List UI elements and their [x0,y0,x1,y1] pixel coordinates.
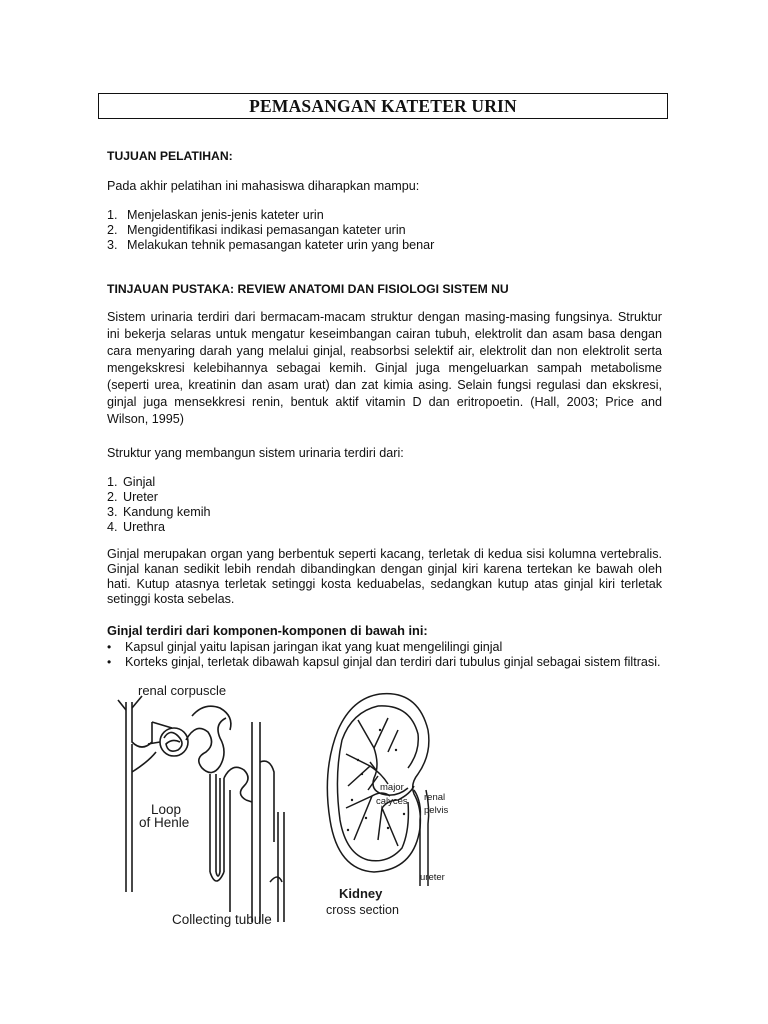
section-heading-tujuan: TUJUAN PELATIHAN: [107,149,233,163]
list-item: 2. Mengidentifikasi indikasi pemasangan kateter urin [107,223,406,237]
structure-intro: Struktur yang membangun sistem urinaria terdiri dari: [107,446,404,460]
components-heading: Ginjal terdiri dari komponen-komponen di bawah ini: [107,623,428,638]
nephron-diagram [112,682,312,932]
paragraph-line: Ginjal merupakan organ yang berbentuk seperti kacang, terletak di kedua sisi kolumna vertebralis. [107,547,662,561]
paragraph-line: hati. Kutup atasnya terletak setinggi kosta keduabelas, sedangkan kutup atas ginjal kiri terletak [107,577,662,591]
components-list [107,640,661,670]
paragraph-sistem-urinaria [107,309,662,428]
label-of-henle: of Henle [139,815,190,830]
label-pelvis: pelvis [424,805,449,816]
paragraph-line: Wilson, 1995) [107,412,184,426]
list-item: 2. Ureter [107,490,158,504]
intro-text: Pada akhir pelatihan ini mahasiswa diharapkan mampu: [107,179,420,193]
section-heading-tinjauan: TINJAUAN PUSTAKA: REVIEW ANATOMI DAN FISIOLOGI SISTEM NU [107,282,509,296]
paragraph-line: mengekskresi kelebihannya sebagai kemih. Ginjal juga mengeluarkan sampah metabolisme [107,361,662,375]
list-item: • Korteks ginjal, terletak dibawah kapsul ginjal dan terdiri dari tubulus ginjal sebagai sistem filtrasi. [107,655,661,669]
label-loop: Loop [151,802,182,817]
list-item: 4. Urethra [107,520,165,534]
document-title: PEMASANGAN KATETER URIN [98,93,668,119]
list-item: 1. Ginjal [107,475,156,489]
paragraph-line: ginjal juga mensekkresi renin, bentuk aktif vitamin D dan eritropoetin. (Hall, 2003; Price and [107,395,662,409]
paragraph-line: setinggi kosta sebelas. [107,592,235,606]
list-item: • Kapsul ginjal yaitu lapisan jaringan ikat yang kuat mengelilingi ginjal [107,640,503,654]
label-major: major [380,782,404,793]
paragraph-ginjal [107,547,662,607]
paragraph-line: ini bekerja selaras untuk mengatur keseimbangan cairan tubuh, elektrolit dan asam basa dengan [107,327,662,341]
list-item: 1. Menjelaskan jenis-jenis kateter urin [107,208,324,222]
list-item: 3. Kandung kemih [107,505,211,519]
structure-list [107,475,211,535]
label-kidney: Kidney [339,886,383,901]
objectives-list [107,208,434,253]
label-collecting-tubule: Collecting tubule [172,912,272,927]
label-cross-section: cross section [326,903,399,917]
list-item: 3. Melakukan tehnik pemasangan kateter urin yang benar [107,238,435,252]
paragraph-line: Sistem urinaria terdiri dari bermacam-macam struktur dengan masing-masing fungsinya. Struktur [107,310,662,324]
label-calyces: calyces [376,796,408,807]
label-ureter: ureter [420,872,445,883]
paragraph-line: (seperti urea, kreatinin dan asam urat) dan zat kimia asing. Selain fungsi regulasi dan ekskresi, [107,378,662,392]
label-renal-corpuscle: renal corpuscle [138,683,227,698]
paragraph-line: Ginjal kanan sedikit lebih rendah dibandingkan dengan ginjal kiri karena tertekan ke bawah oleh [107,562,662,576]
label-renal: renal [424,792,446,803]
paragraph-line: cara menyaring darah yang melalui ginjal, reabsorbsi selektif air, elektrolit dan non elektrolit serta [107,344,662,358]
